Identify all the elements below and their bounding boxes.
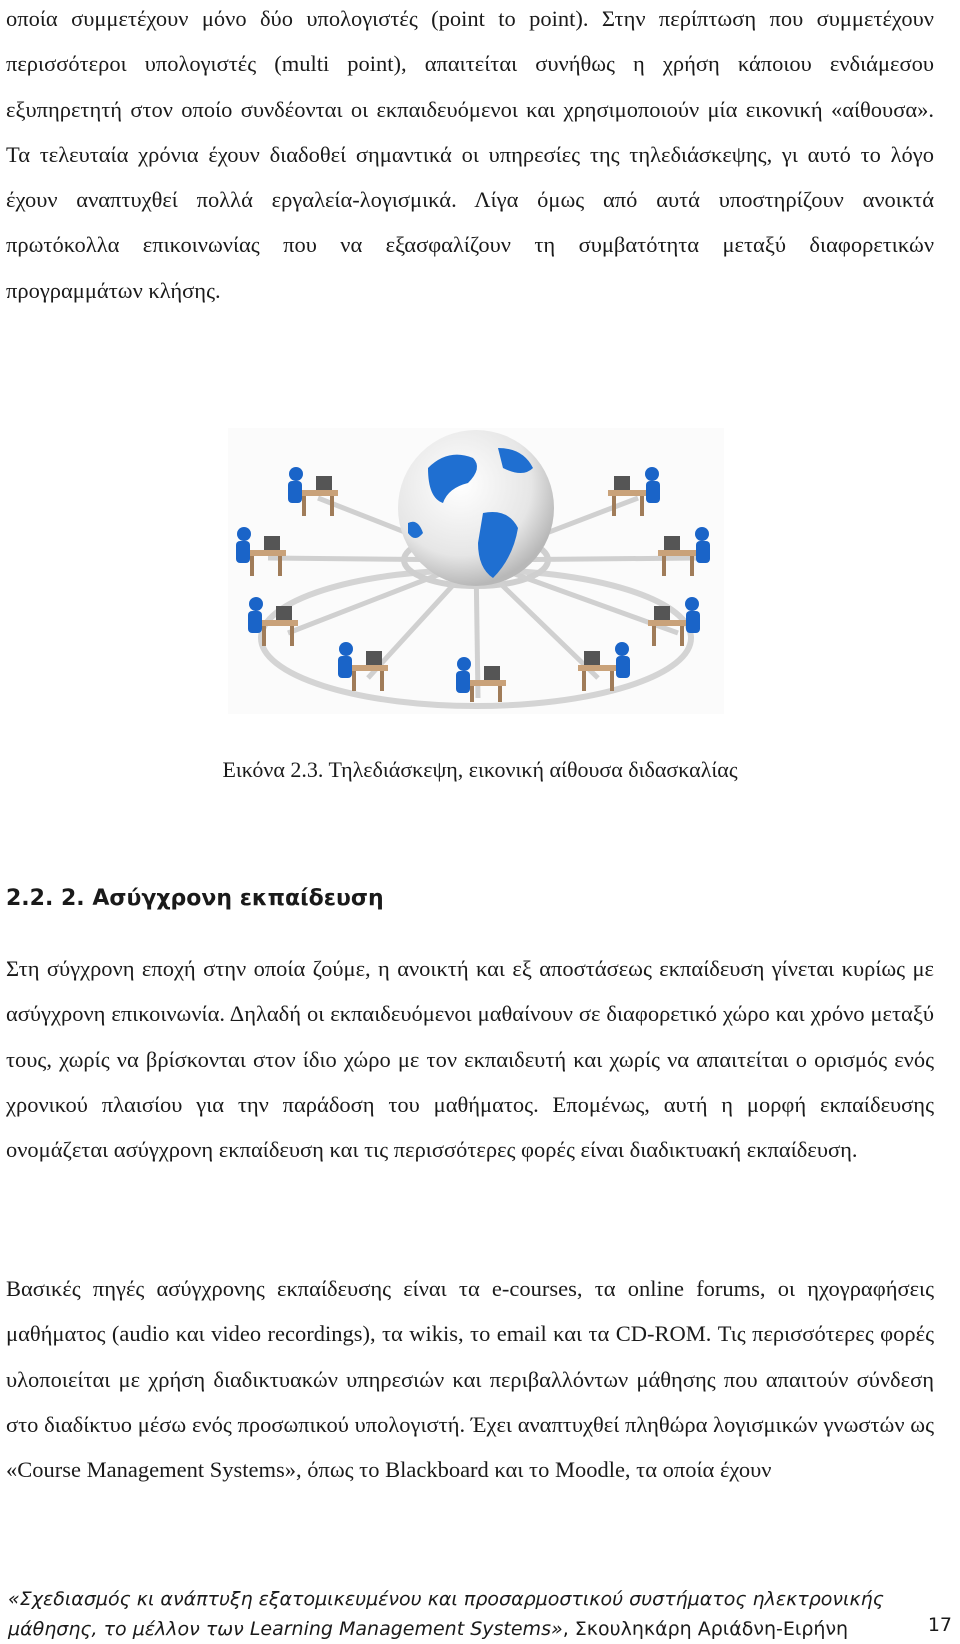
footer-author: , Σκουληκάρη Αριάδνη-Ειρήνη [562,1618,849,1640]
section-title: Ασύγχρονη εκπαίδευση [92,886,384,911]
body-paragraph-async-sources: Βασικές πηγές ασύγχρονης εκπαίδευσης είναι τα e-courses, τα online forums, οι ηχογραφήσεις μαθήματος (audio και video recordings), τα wikis, το email και τα CD-ROM. Τις περισσότερες φορές υλοποιείται με χρήση διαδικτυακών υπηρεσιών και περιβαλλόντων μάθησης που απαιτούν σύνδεση στο διαδίκτυο μέσω ενός προσωπικού υπολογιστή. Έχει αναπτυχθεί πληθώρα λογισμικών γνωστών ως «Course Management Systems», όπως το Blackboard και το Moodle, τα οποία έχουν [6,1276,934,1483]
page-number: 17 [927,1614,952,1636]
virtual-classroom-illustration [228,428,724,714]
section-heading [6,886,384,911]
body-paragraph-videoconference: οποία συμμετέχουν μόνο δύο υπολογιστές (point to point). Στην περίπτωση που συμμετέχουν περισσότεροι υπολογιστές (multi point), απαιτείται συνήθως η χρήση κάποιου ενδιάμεσου εξυπηρετητή στον οποίο συνδέονται οι εκπαιδευόμενοι και χρησιμοποιούν μία εικονική «αίθουσα». Τα τελευταία χρόνια έχουν διαδοθεί σημαντικά οι υπηρεσίες της τηλεδιάσκεψης, γι αυτό το λόγο έχουν αναπτυχθεί πολλά εργαλεία-λογισμικά. Λίγα όμως από αυτά υποστηρίζουν ανοικτά πρωτόκολλα επικοινωνίας που να εξασφαλίζουν τη συμβατότητα μεταξύ διαφορετικών προγραμμάτων κλήσης. [6,6,934,303]
globe [398,430,554,586]
section-number: 2.2. 2. [6,886,85,911]
figure-caption: Εικόνα 2.3. Τηλεδιάσκεψη, εικονική αίθουσα διδασκαλίας [222,757,738,782]
page-footer [8,1584,908,1644]
footer-title-part2: μάθησης, το μέλλον των Learning Management Systems» [8,1618,563,1640]
globe-network-image [228,428,724,714]
footer-title-part1: «Σχεδιασμός κι ανάπτυξη εξατομικευμένου και προσαρμοστικού συστήματος ηλεκτρονικής [8,1588,884,1610]
footer-line-2 [8,1614,908,1644]
footer-line-1 [8,1584,908,1614]
body-paragraph-async-intro: Στη σύγχρονη εποχή στην οποία ζούμε, η ανοικτή και εξ αποστάσεως εκπαίδευση γίνεται κυρίως με ασύγχρονη επικοινωνία. Δηλαδή οι εκπαιδευόμενοι μαθαίνουν σε διαφορετικό χώρο και χρόνο μεταξύ τους, χωρίς να βρίσκονται στον ίδιο χώρο με τον εκπαιδευτή και χωρίς να απαιτείται ο ορισμός ενός χρονικού πλαισίου για την παράδοση του μαθήματος. Επομένως, αυτή η μορφή εκπαίδευσης ονομάζεται ασύγχρονη εκπαίδευση και τις περισσότερες φορές είναι διαδικτυακή εκπαίδευση. [6,956,934,1163]
